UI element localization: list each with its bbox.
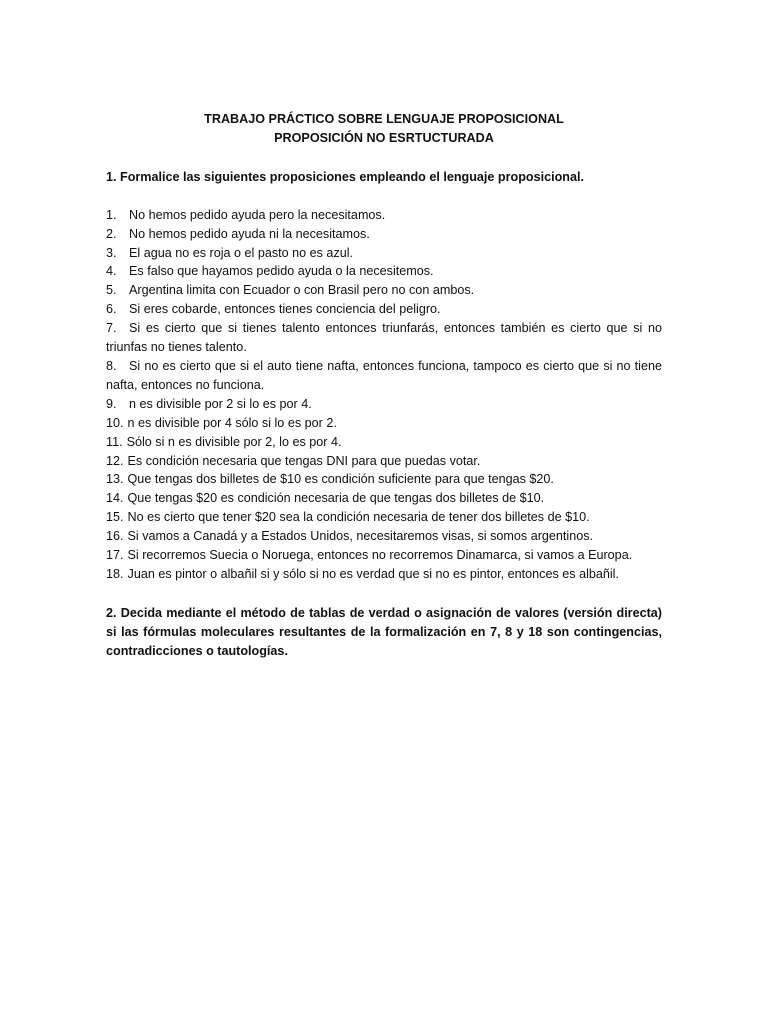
item-text: Sólo si n es divisible por 2, lo es por 4.: [126, 434, 342, 449]
title-line-2: PROPOSICIÓN NO ESRTUCTURADA: [274, 130, 494, 145]
list-item: [106, 319, 662, 357]
list-item: [106, 546, 662, 565]
item-text: Si no es cierto que si el auto tiene nafta, entonces funciona, tampoco es cierto que si no tiene nafta, entonces no funciona.: [106, 358, 662, 392]
task-1-heading: 1. Formalice las siguientes proposiciones empleando el lenguaje proposicional.: [106, 169, 584, 184]
item-number: 16.: [106, 529, 124, 544]
item-number: 9.: [106, 396, 117, 411]
item-number: 1.: [106, 207, 117, 222]
item-number: 4.: [106, 264, 117, 279]
list-item: [106, 452, 662, 471]
task-2-heading: 2. Decida mediante el método de tablas de verdad o asignación de valores (versión directa) si las fórmulas moleculares resultantes de la formalización en 7, 8 y 18 son contingencias, contradicciones o tautologías.: [106, 605, 662, 658]
item-number: 15.: [106, 510, 124, 525]
item-number: 11.: [106, 434, 123, 449]
document-page: [106, 110, 662, 661]
list-item: [106, 489, 662, 508]
list-item: [106, 300, 662, 319]
item-number: 17.: [106, 548, 124, 563]
item-text: Es condición necesaria que tengas DNI para que puedas votar.: [127, 453, 481, 468]
item-text: Si eres cobarde, entonces tienes conciencia del peligro.: [129, 302, 441, 317]
list-item: [106, 433, 662, 452]
item-text: n es divisible por 4 sólo si lo es por 2.: [127, 415, 337, 430]
item-text: Que tengas $20 es condición necesaria de que tengas dos billetes de $10.: [127, 491, 545, 506]
item-number: 7.: [106, 321, 117, 336]
list-item: [106, 281, 662, 300]
item-number: 12.: [106, 453, 124, 468]
list-item: [106, 206, 662, 225]
list-item: [106, 395, 662, 414]
item-number: 6.: [106, 302, 117, 317]
item-number: 5.: [106, 283, 117, 298]
document-title: [106, 110, 662, 148]
list-item: [106, 508, 662, 527]
list-item: [106, 470, 662, 489]
list-item: [106, 527, 662, 546]
list-item: [106, 414, 662, 433]
title-line-1: TRABAJO PRÁCTICO SOBRE LENGUAJE PROPOSICIONAL: [204, 112, 564, 126]
item-text: Si recorremos Suecia o Noruega, entonces no recorremos Dinamarca, si vamos a Europa.: [127, 548, 633, 563]
item-text: Juan es pintor o albañil si y sólo si no es verdad que si no es pintor, entonces es albañil.: [127, 566, 619, 581]
item-number: 8.: [106, 358, 117, 373]
item-text: Si es cierto que si tienes talento entonces triunfarás, entonces también es cierto que si no triunfas no tienes talento.: [106, 321, 662, 355]
item-number: 18.: [106, 566, 124, 581]
item-text: Es falso que hayamos pedido ayuda o la necesitemos.: [129, 264, 434, 279]
list-item: [106, 225, 662, 244]
item-text: Argentina limita con Ecuador o con Brasil pero no con ambos.: [129, 283, 475, 298]
item-number: 3.: [106, 245, 117, 260]
item-text: No hemos pedido ayuda ni la necesitamos.: [129, 226, 370, 241]
item-text: Si vamos a Canadá y a Estados Unidos, necesitaremos visas, si somos argentinos.: [127, 529, 594, 544]
item-text: El agua no es roja o el pasto no es azul.: [129, 245, 354, 260]
list-item: [106, 565, 662, 584]
item-text: Que tengas dos billetes de $10 es condición suficiente para que tengas $20.: [127, 472, 554, 487]
proposition-list: [106, 206, 662, 584]
item-number: 2.: [106, 226, 117, 241]
list-item: [106, 244, 662, 263]
list-item: [106, 357, 662, 395]
item-text: n es divisible por 2 si lo es por 4.: [129, 396, 312, 411]
item-number: 14.: [106, 491, 124, 506]
item-number: 10.: [106, 415, 124, 430]
item-number: 13.: [106, 472, 124, 487]
list-item: [106, 262, 662, 281]
item-text: No es cierto que tener $20 sea la condición necesaria de tener dos billetes de $10.: [127, 510, 590, 525]
item-text: No hemos pedido ayuda pero la necesitamos.: [129, 207, 386, 222]
